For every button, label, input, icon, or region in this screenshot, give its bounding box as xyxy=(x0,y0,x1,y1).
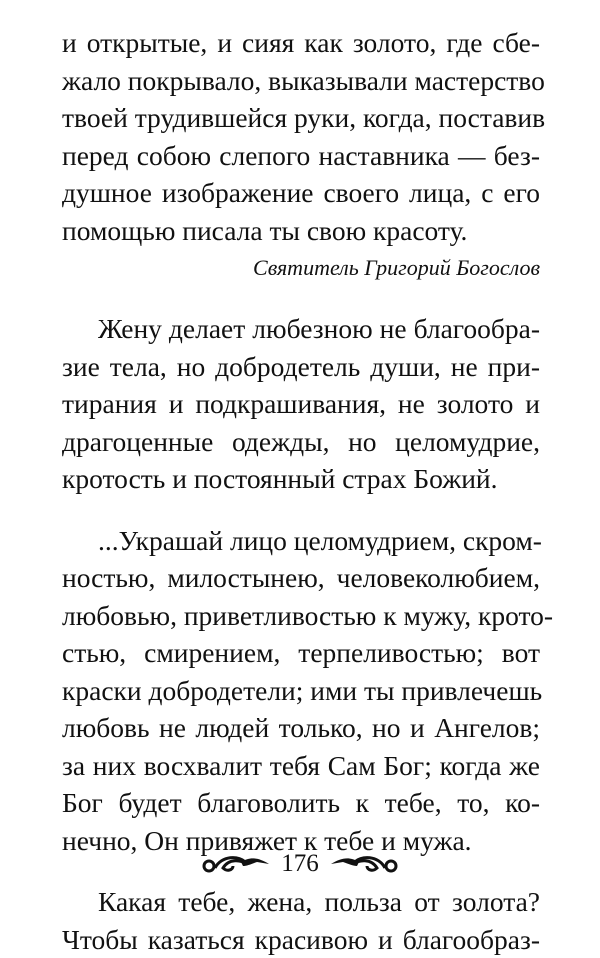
page-body xyxy=(62,24,540,958)
text-line: зие тела, но добродетель души, не при- xyxy=(62,348,540,386)
text-line: ностью, милостынею, человеколюбием, xyxy=(62,559,540,597)
text-line: душное изображение своего лица, с его xyxy=(62,174,540,212)
text-line: нечно, Он привяжет к тебе и мужа. xyxy=(62,822,540,860)
text-line: краски добродетели; ими ты привлечешь xyxy=(62,672,540,710)
text-line: помощью писала ты свою красоту. xyxy=(62,212,540,250)
text-line: Жену делает любезною не благообра- xyxy=(62,310,540,348)
text-line: жало покрывало, выказывали мастерство xyxy=(62,62,540,100)
text-line: тирания и подкрашивания, не золото и xyxy=(62,385,540,423)
text-line: Бог будет благоволить к тебе, то, ко- xyxy=(62,784,540,822)
text-line: любовью, приветливостью к мужу, крото- xyxy=(62,597,540,635)
text-line: твоей трудившейся руки, когда, поставив xyxy=(62,99,540,137)
text-line: перед собою слепого наставника — без- xyxy=(62,137,540,175)
ornament-left-icon xyxy=(201,852,271,876)
text-line: Чтобы казаться красивою и благообраз- xyxy=(62,921,540,958)
text-line: любовь не людей только, но и Ангелов; xyxy=(62,709,540,747)
paragraph xyxy=(62,24,540,286)
paragraph-gap xyxy=(62,498,540,522)
text-line: ...Украшай лицо целомудрием, скром- xyxy=(62,522,540,560)
page-number: 176 xyxy=(281,850,319,878)
text-line: стью, смирением, терпеливостью; вот xyxy=(62,634,540,672)
paragraph xyxy=(62,883,540,958)
text-line: и открытые, и сияя как золото, где сбе- xyxy=(62,24,540,62)
text-line: кротость и постоянный страх Божий. xyxy=(62,460,540,498)
text-line: Какая тебе, жена, польза от золота? xyxy=(62,883,540,921)
paragraph xyxy=(62,310,540,498)
paragraph-gap xyxy=(62,286,540,310)
paragraph xyxy=(62,522,540,860)
ornament-right-icon xyxy=(329,852,399,876)
attribution: Святитель Григорий Богослов xyxy=(62,249,540,286)
page-footer xyxy=(0,850,600,878)
text-line: драгоценные одежды, но целомудрие, xyxy=(62,423,540,461)
text-line: за них восхвалит тебя Сам Бог; когда же xyxy=(62,747,540,785)
